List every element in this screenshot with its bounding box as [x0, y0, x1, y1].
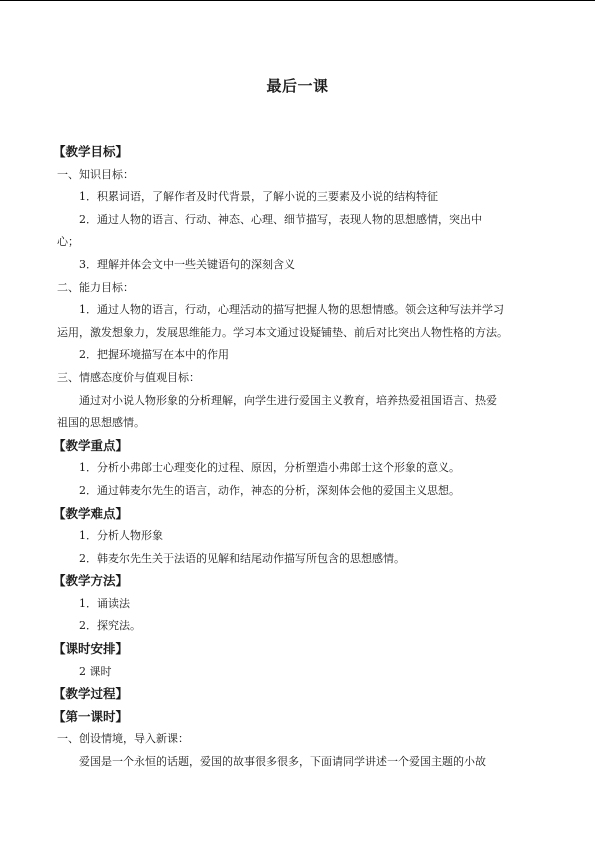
section-heading: 【课时安排】 [53, 641, 129, 657]
text-line: 2．通过韩麦尔先生的语言，动作，神态的分析，深刻体会他的爱国主义思想。 [79, 483, 460, 497]
text-line: 运用，激发想象力，发展思维能力。学习本文通过设疑铺垫、前后对比突出人物性格的方法。 [57, 325, 508, 339]
text-line: 1．诵读法 [79, 596, 130, 610]
text-line: 2．把握环境描写在本中的作用 [79, 348, 229, 362]
text-line: 2．探究法。 [79, 619, 141, 633]
text-line: 一、创设情境，导入新课： [57, 732, 189, 746]
document-body [53, 141, 541, 774]
text-line: 爱国是一个永恒的话题，爱国的故事很多很多，下面请同学讲述一个爱国主题的小故 [79, 755, 486, 769]
section-heading: 【教学目标】 [53, 144, 129, 159]
text-line: 1．通过人物的语言，行动，心理活动的描写把握人物的思想情感。领会这种写法并学习 [79, 303, 504, 317]
text-line: 三、情感态度价与值观目标： [57, 370, 200, 384]
section-heading: 【第一课时】 [53, 708, 129, 724]
text-line: 通过对小说人物形象的分析理解，向学生进行爱国主义教育，培养热爱祖国语言、热爱 [79, 393, 497, 407]
text-line: 祖国的思想感情。 [57, 416, 145, 430]
text-line: 1．分析人物形象 [79, 529, 163, 543]
text-line: 一、知识目标： [57, 167, 134, 181]
text-line: 1．积累词语，了解作者及时代背景，了解小说的三要素及小说的结构特征 [79, 190, 438, 204]
section-heading: 【教学过程】 [53, 686, 129, 702]
section-heading: 【教学重点】 [53, 437, 129, 453]
text-line: 3．理解并体会文中一些关键语句的深刻含义 [79, 257, 295, 271]
text-line: 2．通过人物的语言、行动、神态、心理、细节描写，表现人物的思想感情，突出中 [79, 212, 482, 226]
text-line: 心； [57, 235, 79, 249]
section-heading: 【教学方法】 [53, 573, 129, 589]
text-line: 2 课时 [79, 664, 112, 678]
text-line: 1．分析小弗郎士心理变化的过程、原因，分析塑造小弗郎士这个形象的意义。 [79, 461, 460, 475]
text-line: 2．韩麦尔先生关于法语的见解和结尾动作描写所包含的思想感情。 [79, 551, 405, 565]
section-heading: 【教学难点】 [53, 505, 129, 521]
document-title: 最后一课 [266, 77, 329, 95]
text-line: 二、能力目标： [57, 280, 134, 294]
